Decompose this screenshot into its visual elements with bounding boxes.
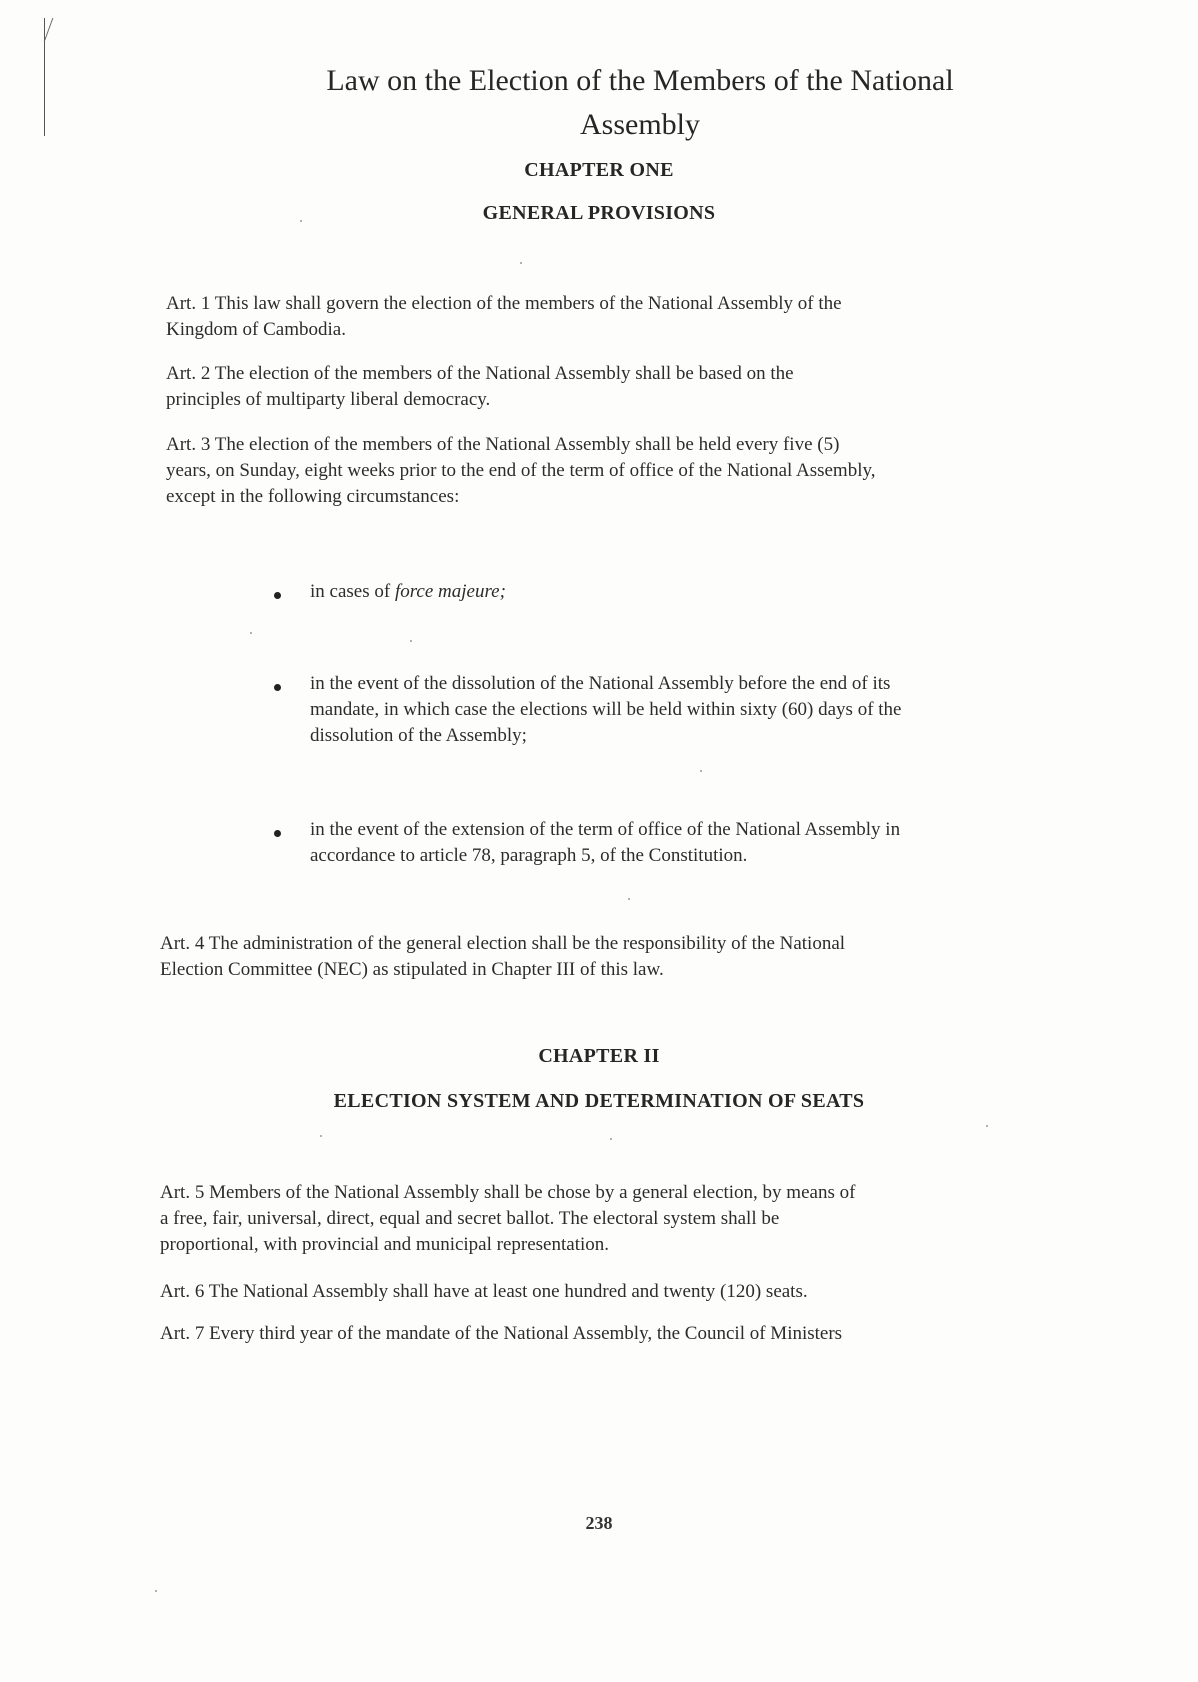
bullet-3-line-2: accordance to article 78, paragraph 5, of the Constitution. [310, 845, 748, 866]
scan-speck [410, 640, 412, 642]
article-2-line-1: Art. 2 The election of the members of the National Assembly shall be based on the [166, 363, 794, 384]
bullet-2-line-3: dissolution of the Assembly; [310, 725, 527, 746]
scan-speck [628, 898, 630, 900]
scan-speck [320, 1135, 322, 1137]
article-3-line-3: except in the following circumstances: [166, 486, 460, 507]
article-3-line-1: Art. 3 The election of the members of the National Assembly shall be held every five (5) [166, 434, 840, 455]
article-5-line-2: a free, fair, universal, direct, equal and secret ballot. The electoral system shall be [160, 1208, 780, 1229]
scan-speck [520, 262, 522, 264]
article-1-line-2: Kingdom of Cambodia. [166, 319, 346, 340]
bullet-dot [274, 592, 281, 599]
bullet-2-line-1: in the event of the dissolution of the National Assembly before the end of its [310, 673, 891, 694]
chapter-two-heading: CHAPTER II [538, 1045, 660, 1067]
general-provisions-heading: GENERAL PROVISIONS [482, 202, 716, 224]
scan-speck [700, 770, 702, 772]
bullet-1-line-1 [310, 579, 506, 604]
article-5-line-3: proportional, with provincial and municipal representation. [160, 1234, 610, 1255]
article-2-line-2: principles of multiparty liberal democracy. [166, 389, 491, 410]
document-title-line-2: Assembly [580, 108, 700, 141]
article-4-line-2: Election Committee (NEC) as stipulated in Chapter III of this law. [160, 959, 664, 980]
document-title-line-1: Law on the Election of the Members of the National [326, 64, 954, 97]
force-majeure-emphasis: force majeure; [394, 581, 506, 602]
bullet-dot [274, 684, 281, 691]
scan-speck [300, 220, 302, 222]
bullet-2-line-2: mandate, in which case the elections will be held within sixty (60) days of the [310, 699, 902, 720]
article-4-line-1: Art. 4 The administration of the general election shall be the responsibility of the National [160, 933, 846, 954]
scan-speck [155, 1590, 157, 1592]
bullet-3-line-1: in the event of the extension of the term of office of the National Assembly in [310, 819, 901, 840]
page-number: 238 [585, 1513, 613, 1533]
election-system-heading: ELECTION SYSTEM AND DETERMINATION OF SEATS [333, 1090, 865, 1112]
chapter-one-heading: CHAPTER ONE [524, 159, 674, 181]
article-5-line-1: Art. 5 Members of the National Assembly shall be chose by a general election, by means of [160, 1182, 856, 1203]
scan-speck [986, 1125, 988, 1127]
bullet-dot [274, 830, 281, 837]
bullet-1-text: in cases of force majeure; [310, 581, 506, 602]
scan-speck [610, 1138, 612, 1140]
article-3-line-2: years, on Sunday, eight weeks prior to the end of the term of office of the National Assembly, [166, 460, 876, 481]
article-7: Art. 7 Every third year of the mandate of the National Assembly, the Council of Ministers [160, 1323, 843, 1344]
article-1-line-1: Art. 1 This law shall govern the election of the members of the National Assembly of the [166, 293, 842, 314]
article-6: Art. 6 The National Assembly shall have at least one hundred and twenty (120) seats. [160, 1281, 808, 1302]
scan-speck [250, 632, 252, 634]
scan-margin-mark [44, 18, 62, 42]
